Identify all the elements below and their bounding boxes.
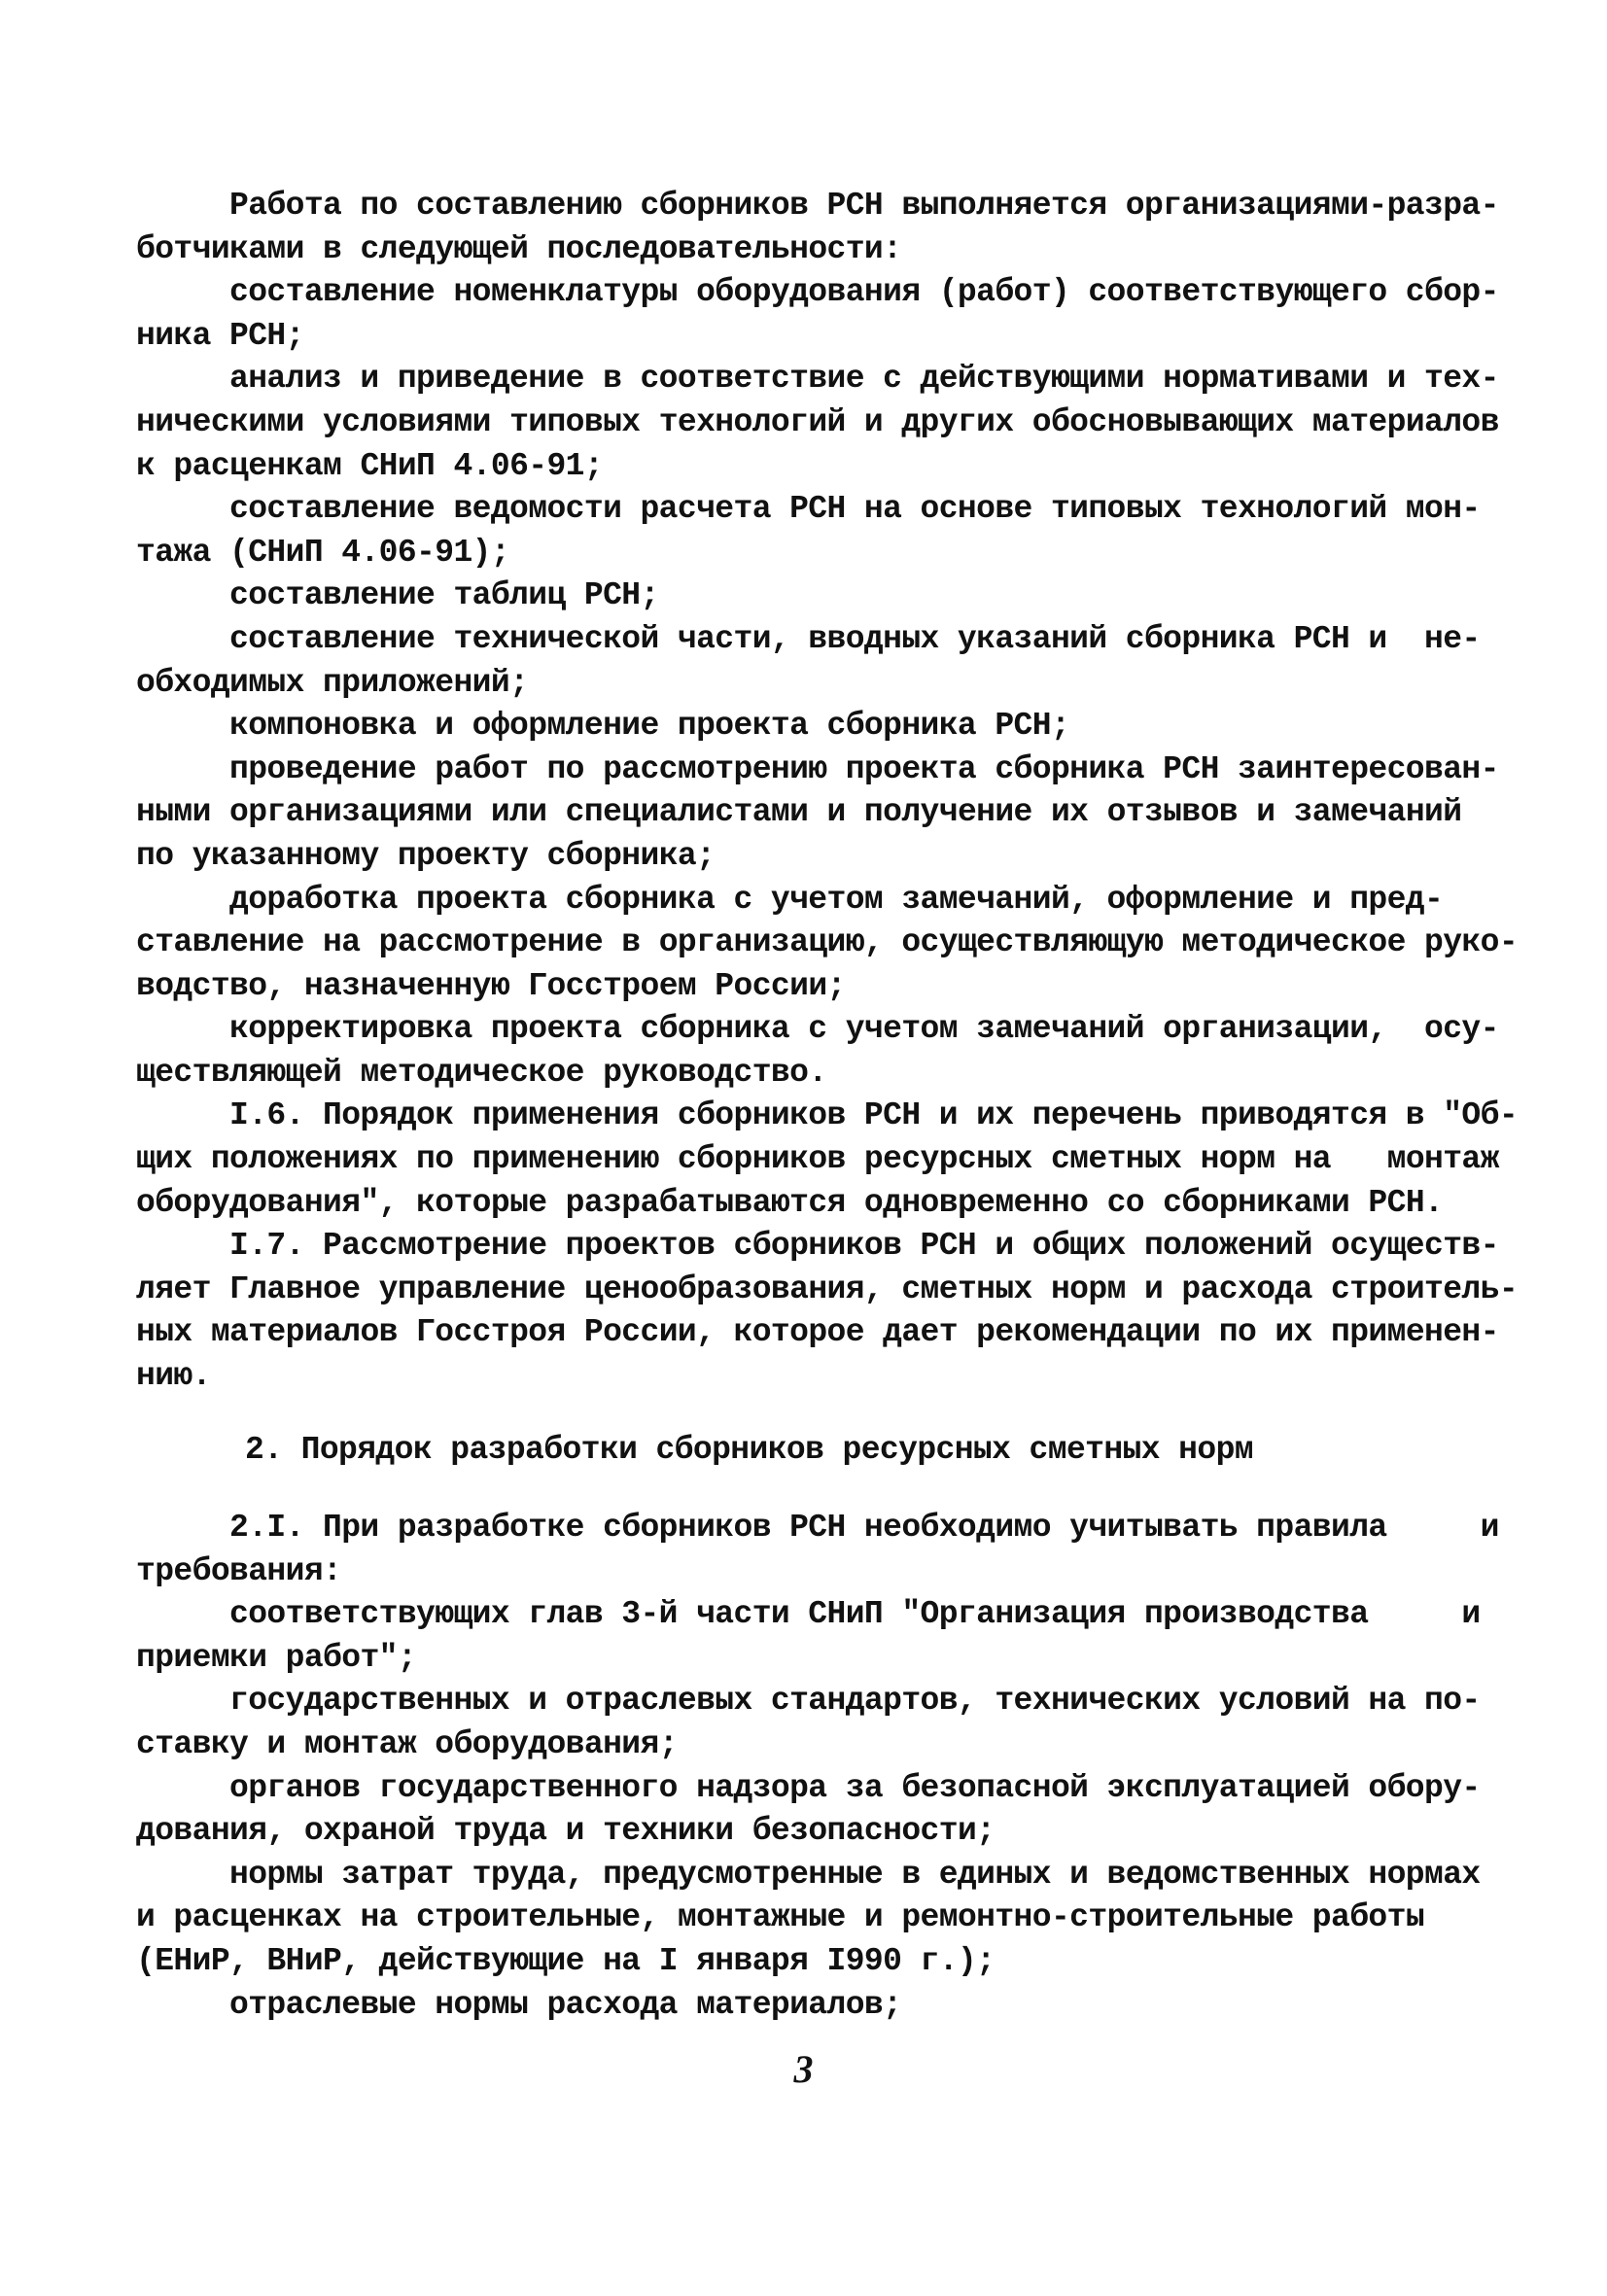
text-line: ляет Главное управление ценообразования, сметных норм и расхода строитель- [136, 1270, 1519, 1307]
body-text-section-1 [136, 185, 1519, 1399]
text-line: требования: [136, 1552, 342, 1589]
text-line: проведение работ по рассмотрению проекта сборника РСН заинтересован- [229, 750, 1499, 787]
text-line: ных материалов Госстроя России, которое дает рекомендации по их применен- [136, 1314, 1499, 1351]
text-line: ставление на рассмотрение в организацию, осуществляющую методическое руко- [136, 924, 1519, 961]
section-heading: 2. Порядок разработки сборников ресурсных сметных норм [245, 1432, 1253, 1468]
text-line: составление ведомости расчета РСН на основе типовых технологий мон- [229, 491, 1481, 528]
text-line: ными организациями или специалистами и получение их отзывов и замечаний [136, 794, 1462, 831]
text-line: щих положениях по применению сборников ресурсных сметных норм на монтаж [136, 1141, 1499, 1178]
text-line: соответствующих глав 3-й части СНиП "Организация производства и [229, 1596, 1481, 1633]
text-line: I.7. Рассмотрение проектов сборников РСН и общих положений осуществ- [229, 1228, 1499, 1265]
text-line: водство, назначенную Госстроем России; [136, 967, 846, 1004]
text-line: ботчиками в следующей последовательности: [136, 230, 902, 267]
text-line: приемки работ"; [136, 1639, 417, 1676]
text-line: ществляющей методическое руководство. [136, 1054, 827, 1091]
text-line: отраслевые нормы расхода материалов; [229, 1986, 902, 2023]
text-line: Работа по составлению сборников РСН выполняется организациями-разра- [229, 188, 1499, 224]
text-line: ставку и монтаж оборудования; [136, 1725, 678, 1762]
body-text-section-2 [136, 1507, 1499, 2027]
text-line: анализ и приведение в соответствие с действующими нормативами и тех- [229, 361, 1499, 398]
text-line: 2.I. При разработке сборников РСН необходимо учитывать правила и [229, 1510, 1499, 1546]
text-line: и расценках на строительные, монтажные и ремонтно-строительные работы [136, 1899, 1425, 1936]
page-number: 3 [793, 2047, 814, 2091]
text-line: I.6. Порядок применения сборников РСН и их перечень приводятся в "Об- [229, 1097, 1519, 1134]
text-line: ника РСН; [136, 317, 304, 354]
text-line: обходимых приложений; [136, 664, 529, 701]
text-line: компоновка и оформление проекта сборника РСН; [229, 708, 1070, 745]
text-line: составление номенклатуры оборудования (работ) соответствующего сбор- [229, 274, 1499, 311]
text-line: (ЕНиР, ВНиР, действующие на I января I990 г.); [136, 1942, 996, 1979]
text-line: государственных и отраслевых стандартов, технических условий на по- [229, 1683, 1481, 1720]
text-line: корректировка проекта сборника с учетом замечаний организации, осу- [229, 1011, 1499, 1048]
text-line: нию. [136, 1358, 211, 1395]
text-line: дования, охраной труда и техники безопасности; [136, 1813, 996, 1850]
text-line: тажа (СНиП 4.06-91); [136, 534, 510, 571]
text-line: нормы затрат труда, предусмотренные в единых и ведомственных нормах [229, 1856, 1481, 1893]
text-line: к расценкам СНиП 4.06-91; [136, 447, 604, 484]
text-line: составление технической части, вводных указаний сборника РСН и не- [229, 620, 1481, 657]
text-line: органов государственного надзора за безопасной эксплуатацией обору- [229, 1769, 1481, 1806]
text-line: по указанному проекту сборника; [136, 837, 716, 874]
text-line: доработка проекта сборника с учетом замечаний, оформление и пред- [229, 881, 1444, 918]
text-line: ническими условиями типовых технологий и других обосновывающих материалов [136, 403, 1499, 440]
text-line: оборудования", которые разрабатываются одновременно со сборниками РСН. [136, 1184, 1444, 1221]
text-line: составление таблиц РСН; [229, 577, 659, 614]
